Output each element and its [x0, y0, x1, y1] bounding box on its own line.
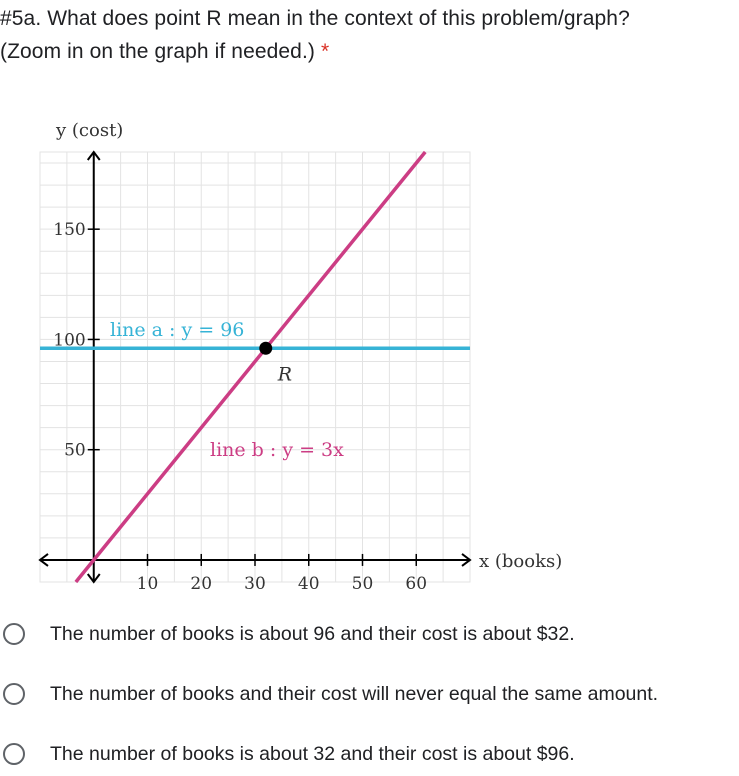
- point-r-label: R: [277, 363, 293, 386]
- question-line-2: [0, 35, 739, 68]
- x-tick-label: 60: [405, 573, 428, 590]
- option-2[interactable]: [0, 672, 739, 716]
- chart-grid: [40, 152, 470, 582]
- option-label: The number of books and their cost will never equal the same amount.: [50, 682, 659, 705]
- y-tick-label: 150: [53, 220, 86, 241]
- y-axis-label: y (cost): [56, 120, 124, 141]
- y-tick-label: 50: [64, 440, 86, 461]
- required-marker: *: [320, 40, 330, 63]
- y-tick-label: 100: [53, 330, 86, 351]
- point-r-marker: [259, 342, 272, 355]
- x-tick-label: 20: [190, 573, 213, 590]
- option-label: The number of books is about 32 and their cost is about $96.: [50, 742, 575, 765]
- x-axis-label: x (books): [479, 550, 563, 572]
- question-graph: [0, 110, 600, 590]
- radio-button-icon[interactable]: [3, 623, 25, 645]
- question-title: [0, 2, 739, 68]
- option-label: The number of books is about 96 and their cost is about $32.: [50, 622, 575, 645]
- option-3[interactable]: [0, 732, 739, 776]
- x-tick-label: 30: [244, 573, 266, 590]
- x-tick-label: 50: [351, 573, 374, 590]
- radio-button-icon[interactable]: [3, 683, 25, 705]
- x-tick-label: 10: [136, 573, 159, 590]
- question-line-1: #5a. What does point R mean in the context of this problem/graph?: [0, 7, 630, 30]
- line-b-label: line b : y = 3x: [210, 439, 344, 461]
- line-a-label: line a : y = 96: [110, 319, 245, 341]
- option-1[interactable]: [0, 612, 739, 656]
- x-tick-label: 40: [297, 573, 320, 590]
- question-line-2-text: (Zoom in on the graph if needed.): [0, 40, 315, 63]
- radio-button-icon[interactable]: [3, 743, 25, 765]
